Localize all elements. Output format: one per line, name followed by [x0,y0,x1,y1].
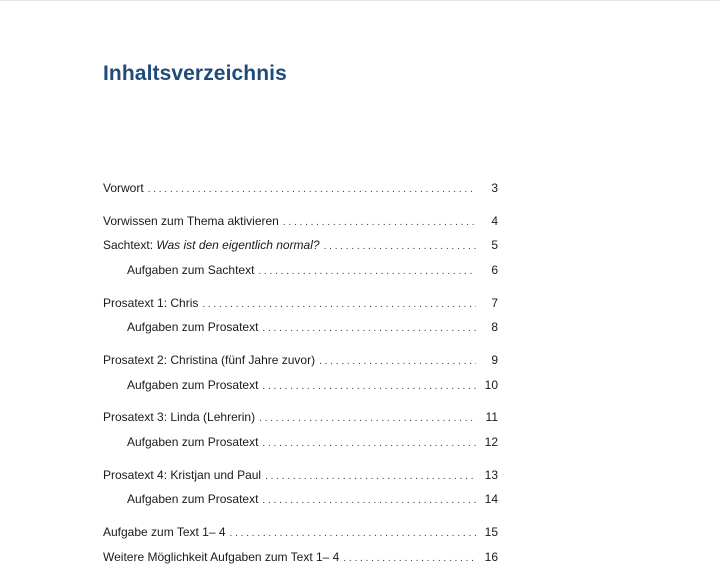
toc-entry-label: Vorwort [103,181,144,195]
toc-page-number: 12 [484,435,498,449]
toc-entry-label-prefix: Sachtext: [103,238,157,252]
toc-page-number: 7 [491,296,498,310]
toc-page-number: 6 [491,263,498,277]
toc-leader-dots [230,526,476,542]
toc-entry-aufgaben-prosatext-2 [127,377,498,393]
toc-entry-label: Aufgaben zum Prosatext [127,492,259,506]
toc-page-number: 8 [491,320,498,334]
toc-page-number: 14 [484,492,498,506]
toc-leader-dots [262,436,476,452]
toc-entry-prosatext-1 [103,295,498,311]
toc-entry-label: Aufgaben zum Prosatext [127,378,259,392]
toc-entry-label: Weitere Möglichkeit Aufgaben zum Text 1– 4 [103,550,340,564]
toc-page-number: 9 [491,353,498,367]
toc-leader-dots [265,469,476,485]
toc-entry-label: Aufgaben zum Prosatext [127,320,259,334]
toc-leader-dots [259,411,476,427]
toc-entry-vorwissen [103,213,498,229]
toc-leader-dots [202,297,476,313]
toc-page-number: 11 [485,410,498,424]
top-rule [0,0,720,1]
toc-leader-dots [319,354,476,370]
toc-leader-dots [283,215,476,231]
toc-entry-label: Prosatext 3: Linda (Lehrerin) [103,410,256,424]
toc-page-number: 3 [491,181,498,195]
toc-entry-label: Prosatext 1: Chris [103,296,199,310]
toc-entry-label: Aufgaben zum Prosatext [127,435,259,449]
toc-entry-label: Vorwissen zum Thema aktivieren [103,214,279,228]
toc-entry-label-italic: Was ist den eigentlich normal? [156,238,320,252]
toc-leader-dots [148,182,476,198]
toc-leader-dots [262,379,476,395]
toc-entry-label: Prosatext 4: Kristjan und Paul [103,468,262,482]
toc-entry-prosatext-4 [103,467,498,483]
toc-entry-sachtext [103,237,498,253]
page-title: Inhaltsverzeichnis [103,62,287,85]
toc-page-number: 4 [491,214,498,228]
toc-entry-label: Aufgaben zum Sachtext [127,263,255,277]
toc-leader-dots [324,239,476,255]
toc-page-number: 16 [484,550,498,564]
toc-page-number: 10 [484,378,498,392]
toc-entry-aufgaben-prosatext-4 [127,491,498,507]
toc-leader-dots [262,493,476,509]
toc-page-number: 15 [484,525,498,539]
toc-entry-label: Aufgabe zum Text 1– 4 [103,525,226,539]
toc-entry-aufgaben-sachtext [127,262,498,278]
toc-leader-dots [262,321,476,337]
toc-entry-aufgaben-prosatext-3 [127,434,498,450]
toc-entry-label [103,237,320,253]
toc-page-number: 5 [491,238,498,252]
toc-entry-label: Prosatext 2: Christina (fünf Jahre zuvor) [103,353,316,367]
toc-leader-dots [258,264,476,280]
toc-entry-aufgabe-text-1-4 [103,524,498,540]
toc-entry-vorwort [103,180,498,196]
toc-entry-aufgaben-prosatext-1 [127,319,498,335]
toc-page-number: 13 [484,468,498,482]
toc-entry-prosatext-2 [103,352,498,368]
toc-entry-weitere-aufgaben [103,549,498,565]
toc-entry-prosatext-3 [103,409,498,425]
